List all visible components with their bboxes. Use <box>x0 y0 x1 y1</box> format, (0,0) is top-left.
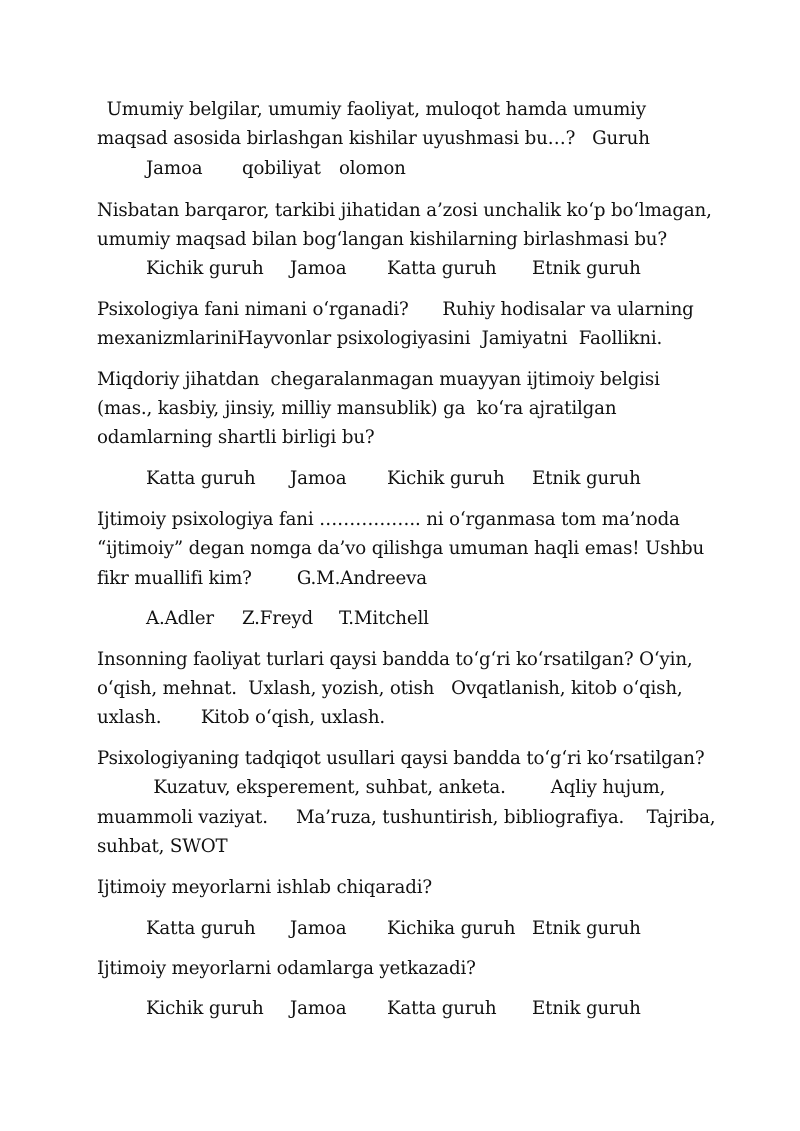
question-5-line-1: Ijtimoiy psixologiya fani …………….. ni o‘rganmasa tom ma’noda <box>97 509 680 530</box>
answer-option: Jamoa <box>146 158 203 179</box>
answer-option: olomon <box>339 158 406 179</box>
question-4-line-2: (mas., kasbiy, jinsiy, milliy mansublik) ga ko‘ra ajratilgan <box>97 398 617 419</box>
answer-option: Kichika guruh <box>387 918 516 939</box>
question-1-line-2: maqsad asosida birlashgan kishilar uyushmasi bu…? Guruh <box>97 128 650 149</box>
question-2-line-2: umumiy maqsad bilan bog‘langan kishilarning birlashmasi bu? <box>97 229 667 250</box>
answer-option: Etnik guruh <box>532 258 641 279</box>
answer-option: Kichik guruh <box>387 468 505 489</box>
answer-option: Katta guruh <box>387 258 497 279</box>
answer-option: T.Mitchell <box>339 608 429 629</box>
question-7-line-3: muammoli vaziyat. Ma’ruza, tushuntirish, bibliografiya. Tajriba, <box>97 807 716 828</box>
answer-option: A.Adler <box>146 608 214 629</box>
answer-option: qobiliyat <box>242 158 321 179</box>
answer-option: Etnik guruh <box>532 468 641 489</box>
question-4-line-1: Miqdoriy jihatdan chegaralanmagan muayyan ijtimoiy belgisi <box>97 369 660 390</box>
question-6-line-3: uxlash. Kitob o‘qish, uxlash. <box>97 707 386 728</box>
question-7-line-1: Psixologiyaning tadqiqot usullari qaysi bandda to‘g‘ri ko‘rsatilgan? <box>97 748 705 769</box>
question-8-line-1: Ijtimoiy meyorlarni ishlab chiqaradi? <box>97 877 432 898</box>
question-7-line-4: suhbat, SWOT <box>97 836 228 857</box>
answer-option: Katta guruh <box>387 998 497 1019</box>
question-3-line-1: Psixologiya fani nimani o‘rganadi? Ruhiy hodisalar va ularning <box>97 299 694 320</box>
answer-option: Etnik guruh <box>532 918 641 939</box>
answer-option: Kichik guruh <box>146 998 264 1019</box>
answer-option: Jamoa <box>290 918 347 939</box>
question-5-line-3: fikr muallifi kim? G.M.Andreeva <box>97 568 427 589</box>
question-5-line-2: “ijtimoiy” degan nomga da’vo qilishga umuman haqli emas! Ushbu <box>97 538 705 559</box>
question-3-line-2: mexanizmlariniHayvonlar psixologiyasini Jamiyatni Faollikni. <box>97 328 663 349</box>
question-2-line-1: Nisbatan barqaror, tarkibi jihatidan a’zosi unchalik ko‘p bo‘lmagan, <box>97 200 712 221</box>
question-6-line-2: o‘qish, mehnat. Uxlash, yozish, otish Ovqatlanish, kitob o‘qish, <box>97 678 683 699</box>
answer-option: Katta guruh <box>146 468 256 489</box>
question-4-line-3: odamlarning shartli birligi bu? <box>97 427 375 448</box>
answer-option: Etnik guruh <box>532 998 641 1019</box>
question-1-line-1: Umumiy belgilar, umumiy faoliyat, muloqot hamda umumiy <box>101 99 646 120</box>
answer-option: Kichik guruh <box>146 258 264 279</box>
answer-option: Z.Freyd <box>242 608 314 629</box>
question-9-line-1: Ijtimoiy meyorlarni odamlarga yetkazadi? <box>97 958 476 979</box>
answer-option: Jamoa <box>290 998 347 1019</box>
question-7-line-2: Kuzatuv, eksperement, suhbat, anketa. Aqliy hujum, <box>97 777 666 798</box>
question-6-line-1: Insonning faoliyat turlari qaysi bandda to‘g‘ri ko‘rsatilgan? O‘yin, <box>97 649 693 670</box>
answer-option: Katta guruh <box>146 918 256 939</box>
answer-option: Jamoa <box>290 258 347 279</box>
answer-option: Jamoa <box>290 468 347 489</box>
